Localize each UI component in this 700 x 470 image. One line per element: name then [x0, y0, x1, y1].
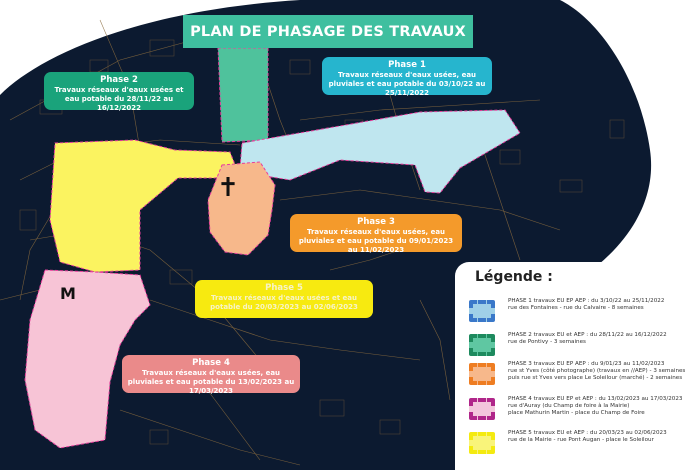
legend-line: place Mathurin Martin - place du Champ de Foire	[508, 410, 645, 417]
legend-swatch-phase5	[469, 432, 495, 454]
phase4-title: Phase 4	[192, 358, 230, 368]
legend-text-phase1	[508, 298, 698, 312]
phase1-title: Phase 1	[388, 60, 426, 70]
phase4-label	[122, 355, 300, 393]
legend-title: Légende :	[475, 269, 553, 285]
legend-text-phase4	[508, 396, 698, 418]
legend-line: PHASE 2 travaux EU et AEP : du 28/11/22 au 16/12/2022	[508, 332, 667, 338]
legend-swatch-phase3	[469, 363, 495, 385]
legend-line: rue d'Auray (du Champ de foire à la Mairie)	[508, 403, 630, 410]
page-title: PLAN DE PHASAGE DES TRAVAUX	[183, 15, 473, 48]
legend-line: puis rue st Yves vers place Le Soleilour (marché) - 2 semaines	[508, 375, 683, 382]
legend-swatch-phase2	[469, 334, 495, 356]
legend-line: PHASE 4 travaux EU EP et AEP : du 13/02/2023 au 17/03/2023	[508, 396, 683, 402]
legend-text-phase2	[508, 332, 698, 346]
phase2-zone	[218, 48, 268, 142]
phase1-label	[322, 57, 492, 95]
legend-item-phase2	[469, 332, 699, 362]
phase3-text: Travaux réseaux d'eaux usées, eau pluviales et eau potable du 09/01/2023 au 11/02/2023	[298, 228, 454, 254]
legend-text-phase5	[508, 430, 698, 444]
legend-line: PHASE 5 travaux EU et AEP : du 20/03/23 au 02/06/2023	[508, 430, 667, 436]
legend	[455, 262, 700, 470]
legend-line: rue des Fontaines - rue du Calvaire - 8 semaines	[508, 305, 644, 312]
legend-item-phase5	[469, 430, 699, 460]
legend-item-phase3	[469, 361, 699, 391]
legend-line: rue st Yves (côté photographe) (travaux en //AEP) - 3 semaines	[508, 368, 686, 375]
phase2-text: Travaux réseaux d'eaux usées et eau potable du 28/11/22 au 16/12/2022	[54, 86, 184, 112]
legend-item-phase4	[469, 396, 699, 426]
legend-line: rue de Pontivy - 3 semaines	[508, 339, 586, 346]
phase2-label	[44, 72, 194, 110]
phase5-text: Travaux réseaux d'eaux usées et eau potable du 20/03/2023 au 02/06/2023	[210, 294, 358, 311]
legend-line: rue de la Mairie - rue Pont Augan - place le Soleilour	[508, 437, 654, 444]
mairie-marker: M	[60, 284, 76, 303]
church-icon: ✝	[217, 173, 239, 203]
legend-text-phase3	[508, 361, 698, 383]
legend-item-phase1	[469, 298, 699, 328]
phase5-title: Phase 5	[265, 283, 303, 293]
phase3-label	[290, 214, 462, 252]
legend-swatch-phase1	[469, 300, 495, 322]
phase1-text: Travaux réseaux d'eaux usées, eau pluviales et eau potable du 03/10/22 au 25/11/2022	[328, 71, 486, 97]
legend-swatch-phase4	[469, 398, 495, 420]
phase2-title: Phase 2	[100, 75, 138, 85]
legend-line: PHASE 1 travaux EU EP AEP : du 3/10/22 au 25/11/2022	[508, 298, 665, 304]
phase5-label	[195, 280, 373, 318]
legend-line: PHASE 3 travaux EU EP AEP : du 9/01/23 au 11/02/2023	[508, 361, 665, 367]
phase4-text: Travaux réseaux d'eaux usées, eau pluviales et eau potable du 13/02/2023 au 17/03/2023	[127, 369, 295, 395]
phase3-title: Phase 3	[357, 217, 395, 227]
